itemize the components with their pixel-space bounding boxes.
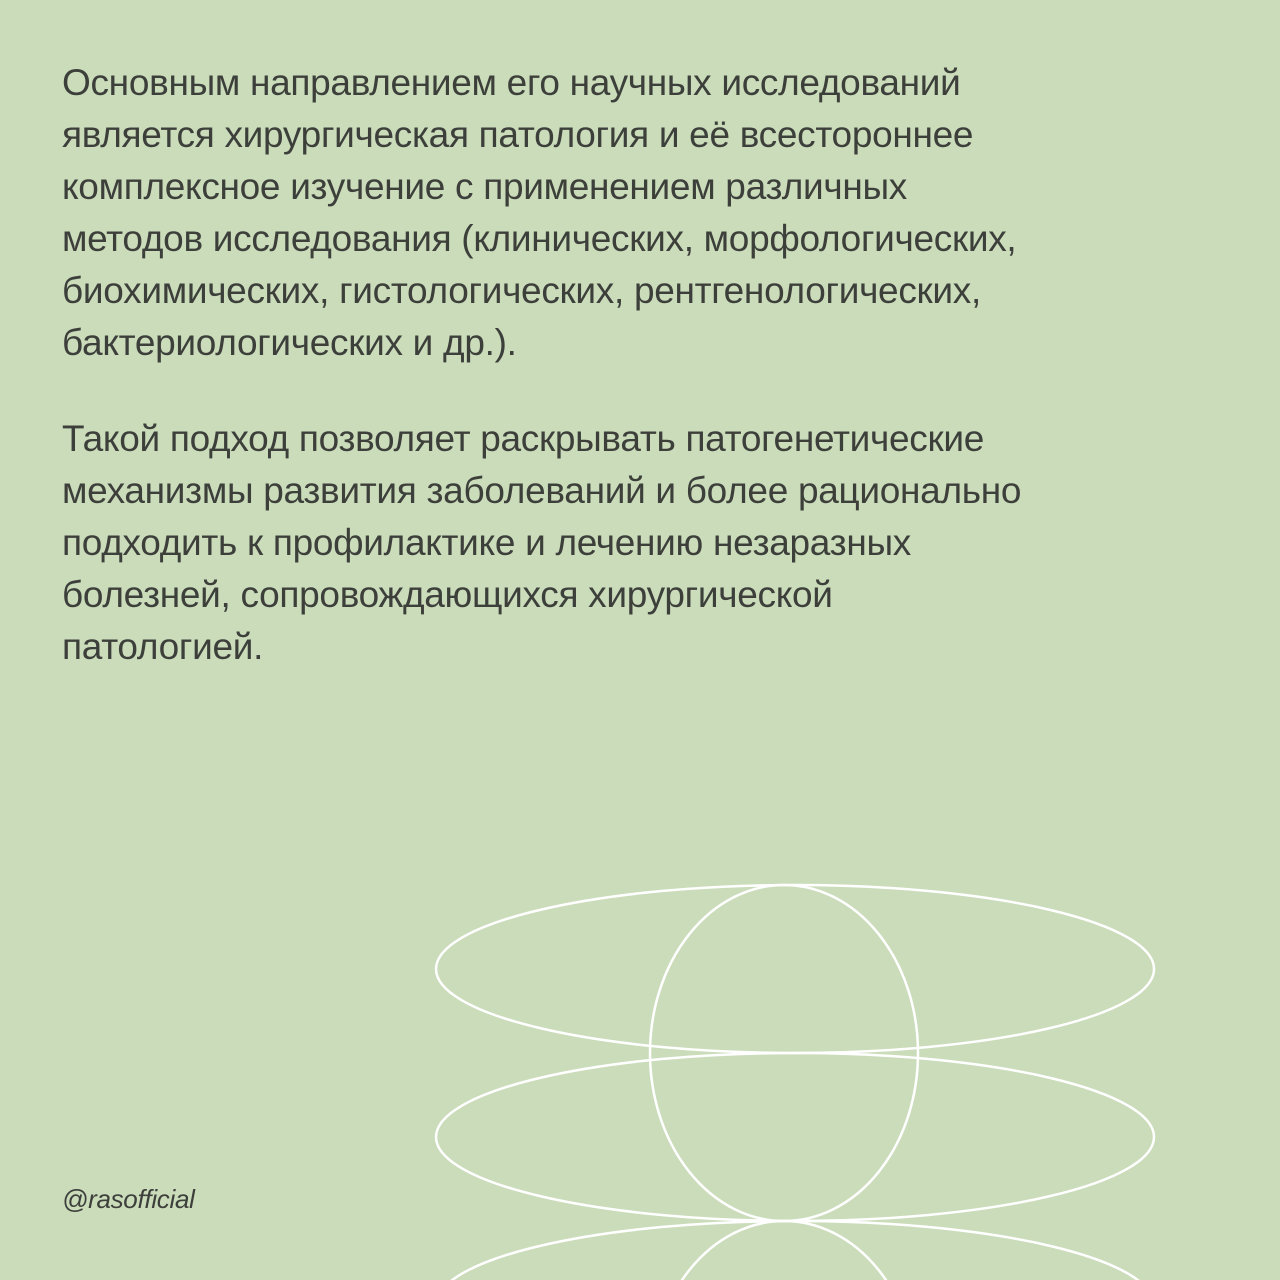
footer-handle: @rasofficial (62, 1184, 195, 1214)
horizontal-ellipse-top (436, 885, 1154, 1053)
vertical-ellipse-lower (650, 1221, 918, 1280)
body-paragraph-2: Такой подход позволяет раскрывать патогенетические механизмы развития заболеваний и более рационально подходить к профилактике и лечению незаразных болезней, сопровождающихся хирургической патологией. (62, 418, 1022, 667)
horizontal-ellipse-bottom (436, 1221, 1154, 1280)
body-paragraph-1: Основным направлением его научных исследований является хирургическая патология и её всестороннее комплексное изучение с применением различных методов исследования (клинических, морфологических, биохимических, гистологических, рентгенологических, бактериологических и др.). (62, 62, 1017, 363)
horizontal-ellipse-middle (436, 1053, 1154, 1221)
